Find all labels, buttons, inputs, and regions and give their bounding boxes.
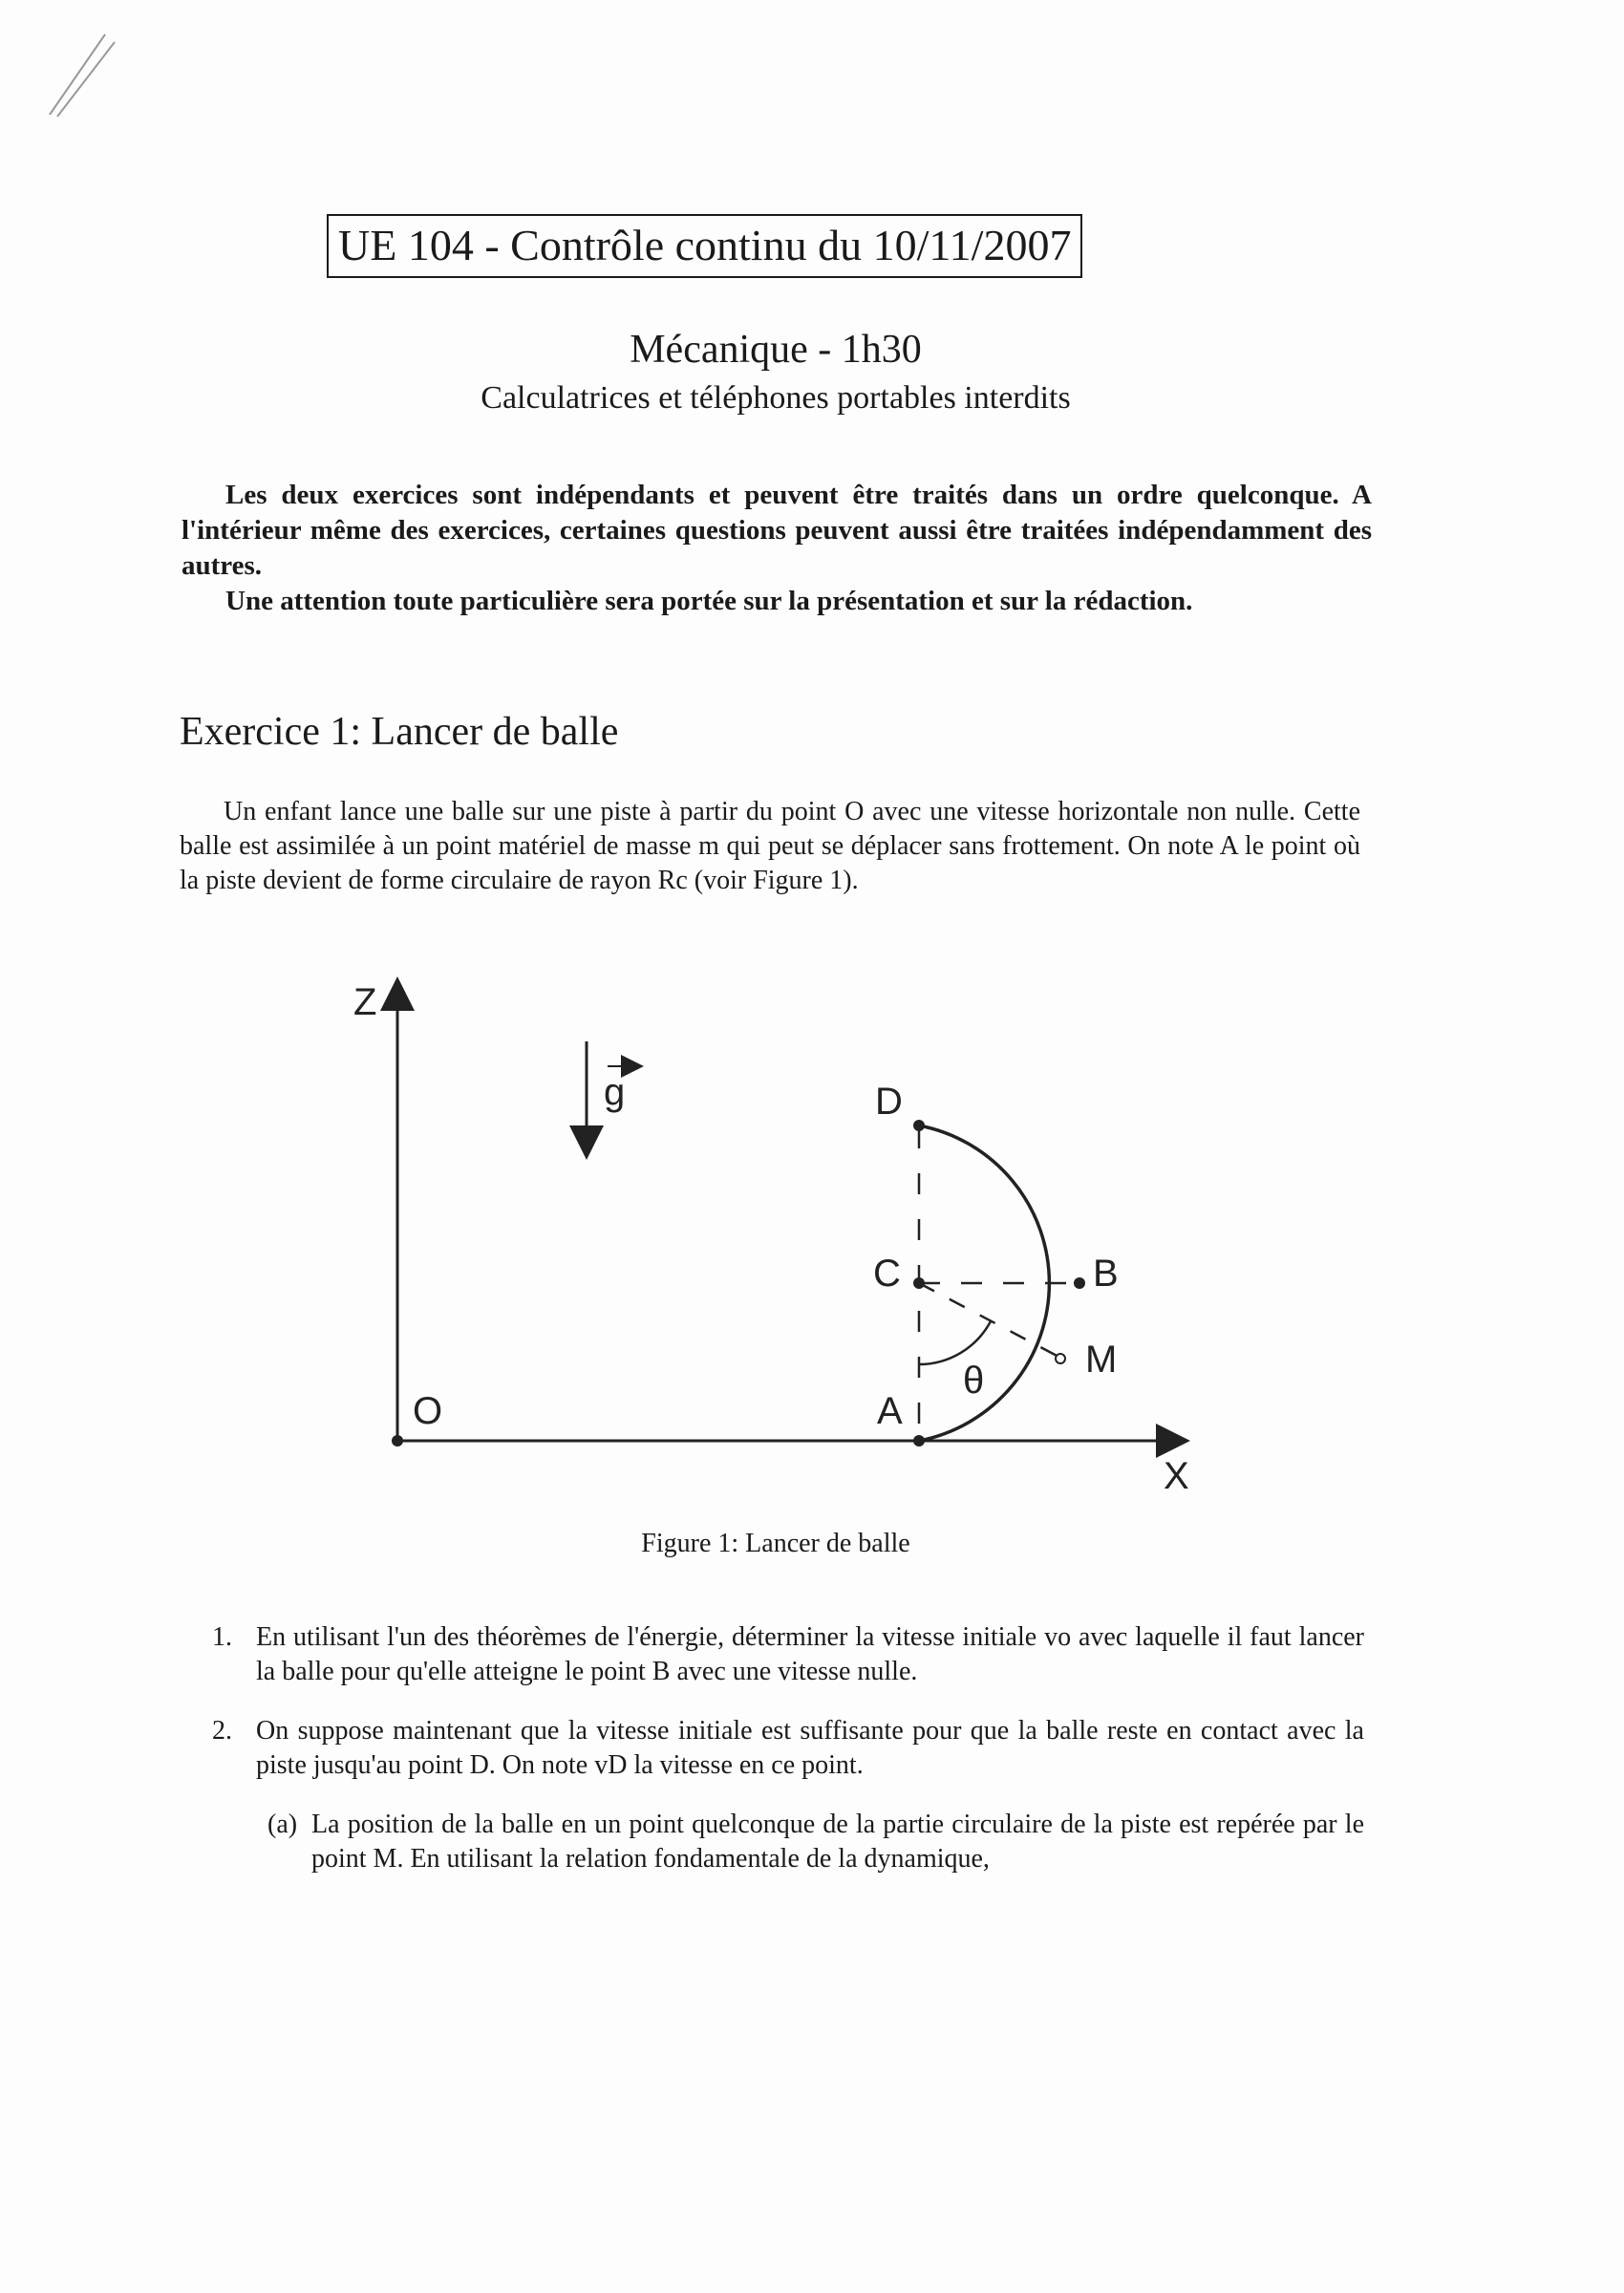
exam-constraints: Calculatrices et téléphones portables interdits <box>481 380 1071 416</box>
exam-subject: Mécanique - 1h30 <box>630 328 922 372</box>
radius-cm-line <box>919 1283 1062 1359</box>
instructions <box>182 478 1372 619</box>
question-text: On suppose maintenant que la vitesse initiale est suffisante pour que la balle reste en contact avec la piste jusqu'au point D. On note vD la vitesse en ce point. <box>256 1716 1364 1780</box>
instructions-paragraph-2: Une attention toute particulière sera portée sur la présentation et sur la rédaction. <box>225 586 1193 616</box>
exercise-text: Un enfant lance une balle sur une piste à partir du point O avec une vitesse horizontale non nulle. Cette balle est assimilée à un point matériel de masse m qui peut se déplacer sans frottement. On note A le point où la piste devient de forme circulaire de rayon Rc (voir Figure 1). <box>180 797 1360 895</box>
question-number: 1. <box>212 1622 232 1652</box>
label-z: Z <box>353 981 377 1023</box>
label-b: B <box>1093 1253 1119 1295</box>
figure-caption: Figure 1: Lancer de balle <box>641 1529 910 1558</box>
subquestion-text: La position de la balle en un point quelconque de la partie circulaire de la piste est repérée par le point M. En utilisant la relation fondamentale de la dynamique, <box>311 1810 1364 1874</box>
point-m <box>1056 1354 1065 1363</box>
label-d: D <box>875 1081 903 1123</box>
point-o <box>392 1435 403 1447</box>
label-g: g <box>604 1071 626 1113</box>
subquestion-item <box>212 1808 1364 1876</box>
label-m: M <box>1085 1339 1118 1381</box>
question-item <box>212 1620 1364 1689</box>
label-a: A <box>877 1390 903 1432</box>
point-c <box>913 1277 925 1289</box>
questions-list <box>212 1620 1364 1876</box>
subquestion-number: (a) <box>267 1810 298 1839</box>
question-number: 2. <box>212 1716 232 1746</box>
instructions-paragraph-1: Les deux exercices sont indépendants et peuvent être traités dans un ordre quelconque. A l'intérieur même des exercices, certaines questions peuvent aussi être traitées indépendamment des autres. <box>182 480 1372 581</box>
pencil-mark-icon <box>38 29 134 124</box>
question-text: En utilisant l'un des théorèmes de l'énergie, déterminer la vitesse initiale vo avec laquelle il faut lancer la balle pour qu'elle atteigne le point B avec une vitesse nulle. <box>256 1622 1364 1686</box>
point-d <box>913 1120 925 1131</box>
question-item <box>212 1714 1364 1783</box>
label-c: C <box>873 1253 901 1295</box>
label-o: O <box>413 1390 443 1432</box>
point-a <box>913 1435 925 1447</box>
exam-title: UE 104 - Contrôle continu du 10/11/2007 <box>327 214 1082 278</box>
label-theta: θ <box>963 1360 985 1402</box>
circular-track <box>919 1125 1049 1441</box>
theta-arc <box>919 1321 991 1364</box>
exercise-title: Exercice 1: Lancer de balle <box>180 710 619 754</box>
label-x: X <box>1164 1455 1189 1497</box>
point-b <box>1074 1277 1085 1289</box>
